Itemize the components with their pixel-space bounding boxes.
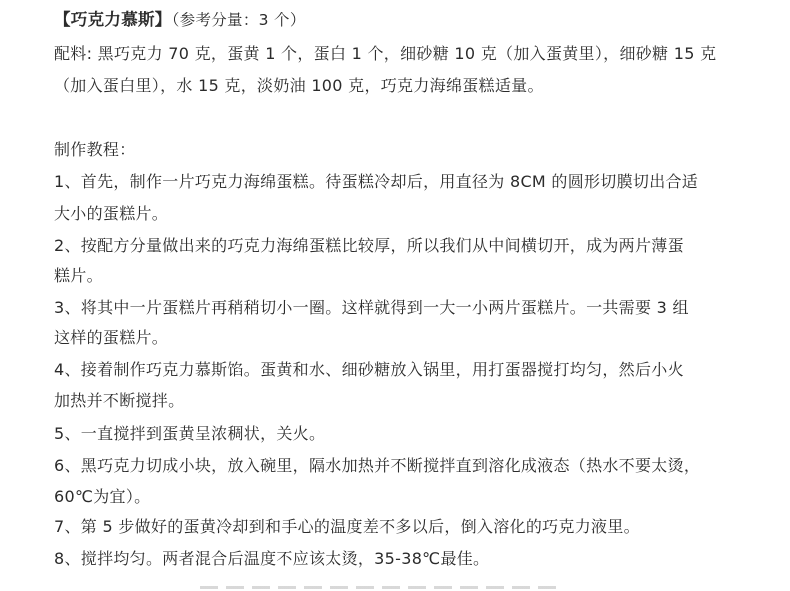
cropped-line-remnant bbox=[200, 586, 560, 589]
step-line: 60℃为宜）。 bbox=[54, 487, 151, 506]
ingredients-line: 配料: 黑巧克力 70 克，蛋黄 1 个，蛋白 1 个，细砂糖 10 克（加入蛋黄里），细砂糖 15 克 bbox=[54, 44, 717, 63]
step-line: 8、搅拌均匀。两者混合后温度不应该太烫，35-38℃最佳。 bbox=[54, 549, 490, 568]
recipe-title: 【巧克力慕斯】 bbox=[54, 10, 172, 29]
step-line: 糕片。 bbox=[54, 266, 103, 285]
step-line: 1、首先，制作一片巧克力海绵蛋糕。待蛋糕冷却后，用直径为 8CM 的圆形切膜切出合适 bbox=[54, 172, 699, 191]
step-line: 加热并不断搅拌。 bbox=[54, 391, 185, 410]
step-line: 4、接着制作巧克力慕斯馅。蛋黄和水、细砂糖放入锅里，用打蛋器搅打均匀，然后小火 bbox=[54, 360, 684, 379]
step-line: 2、按配方分量做出来的巧克力海绵蛋糕比较厚，所以我们从中间横切开，成为两片薄蛋 bbox=[54, 236, 684, 255]
serving-note: （参考分量：3 个） bbox=[171, 11, 306, 29]
step-line: 5、一直搅拌到蛋黄呈浓稠状，关火。 bbox=[54, 424, 326, 443]
recipe-title-line bbox=[54, 9, 306, 31]
ingredients-line: （加入蛋白里），水 15 克，淡奶油 100 克，巧克力海绵蛋糕适量。 bbox=[54, 76, 544, 95]
step-line: 7、第 5 步做好的蛋黄冷却到和手心的温度差不多以后，倒入溶化的巧克力液里。 bbox=[54, 517, 640, 536]
step-line: 6、黑巧克力切成小块，放入碗里，隔水加热并不断搅拌直到溶化成液态（热水不要太烫， bbox=[54, 456, 701, 475]
steps-heading: 制作教程： bbox=[54, 140, 136, 159]
step-line: 这样的蛋糕片。 bbox=[54, 328, 169, 347]
step-line: 大小的蛋糕片。 bbox=[54, 204, 169, 223]
step-line: 3、将其中一片蛋糕片再稍稍切小一圈。这样就得到一大一小两片蛋糕片。一共需要 3 组 bbox=[54, 298, 689, 317]
